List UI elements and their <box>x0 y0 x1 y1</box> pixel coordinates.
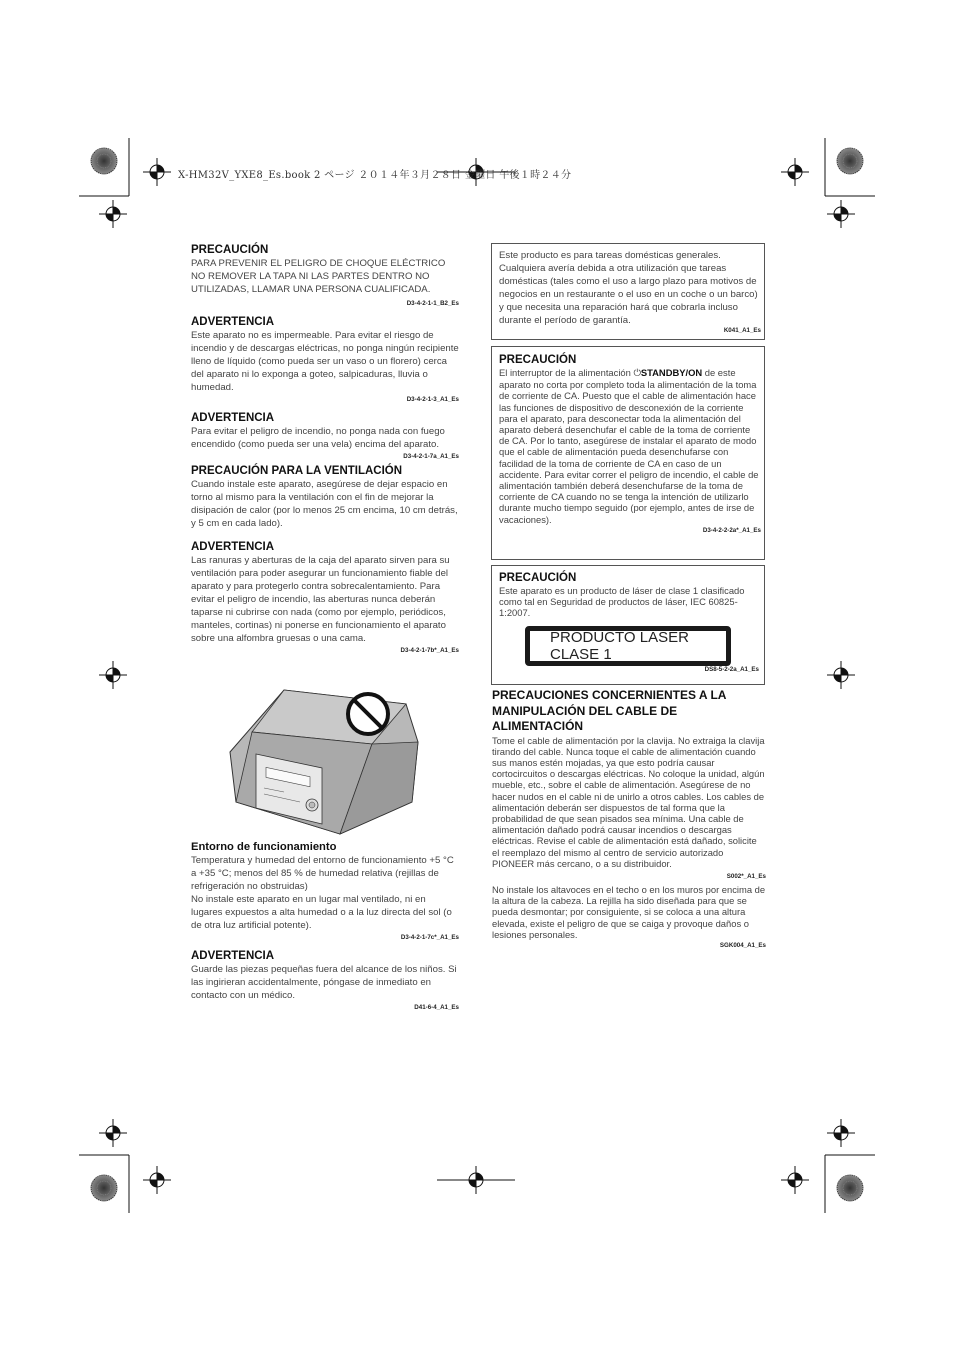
notice-title: PRECAUCIÓN <box>499 572 577 584</box>
section-body: Temperatura y humedad del entorno de funcionamiento +5 °C a +35 °C; menos del 85 % de humedad relativa (rejillas de refrigeración no obstruidas) <box>191 855 454 892</box>
section-code: D3-4-2-1-1_B2_Es <box>406 300 459 307</box>
notice-body: Este aparato es un producto de láser de clase 1 clasificado como tal en Seguridad de productos de láser, IEC 60825-1:2007. <box>499 585 745 619</box>
notice-title: PRECAUCIÓN <box>499 354 577 366</box>
section-code: D3-4-2-1-7a_A1_Es <box>403 453 459 460</box>
book-header-line: X-HM32V_YXE8_Es.book 2 ページ ２０１４年３月２８日 金曜日 午後１時２４分 <box>178 170 572 181</box>
notice-code: D3-4-2-2-2a*_A1_Es <box>702 526 761 534</box>
section-code: D41-6-4_A1_Es <box>414 1004 459 1011</box>
section-title: PRECAUCIÓN PARA LA VENTILACIÓN <box>191 465 403 477</box>
power-icon: ⏻ <box>633 368 641 379</box>
section-body: Tome el cable de alimentación por la clavija. No extraiga la clavija tirando del cable. Nunca toque el cable de alimentación cuando sus manos estén mojadas, ya que esto podría causar cortocircuitos o descargas eléctricas. No coloque la unidad, algún mueble, etc., sobre el cable de alimentación. Asegúrese de no hacer nudos en el cable ni de unirlo a otros cables. Los cables de alimentación deberán ser dispuestos de tal forma que la probabilidad de que sean pisados sea mínima. Una cable de alimentación dañado podrá causar incendios o descargas eléctricas. Revise el cable de alimentación está dañado, solicite el reemplazo del mismo al centro de servicio autorizado PIONEER más cercano, o a su distribuidor. <box>492 734 765 869</box>
section-title: PRECAUCIONES CONCERNIENTES A LA MANIPULACIÓN DEL CABLE DE ALIMENTACIÓN <box>492 688 727 733</box>
section-body: PARA PREVENIR EL PELIGRO DE CHOQUE ELÉCTRICO NO REMOVER LA TAPA NI LAS PARTES DENTRO NO UTILIZADAS, LLAMAR UNA PERSONA CUALIFICADA. <box>191 258 446 295</box>
section-body: Guarde las piezas pequeñas fuera del alcance de los niños. Si las ingirieran accidentalmente, póngase de inmediato en contacto con un médico. <box>191 964 457 1001</box>
section-code: D3-4-2-1-7b*_A1_Es <box>400 647 459 654</box>
section-code: S002*_A1_Es <box>726 872 766 880</box>
laser-class-label: PRODUCTO LASER CLASE 1 <box>525 626 731 666</box>
covered-appliance-illustration <box>222 684 430 836</box>
notice-body: El interruptor de la alimentación ⏻STANDBY/ON de este aparato no corta por completo toda la alimentación de la toma de corriente de CA. Puesto que el cable de alimentación hace las funciones de dispositivo de desconexión de la corriente para el aparato, para desconectar toda la alimentación del aparato deberá desenchufar el cable de la toma de corriente de CA. Por lo tanto, asegúrese de instalar el aparato de modo que el cable de alimentación pueda desenchufarse con facilidad de la toma de corriente de CA en caso de un accidente. Para evitar correr el peligro de incendio, el cable de alimentación también deberá desenchufarse de la toma de corriente de CA cuando no se tenga la intención de utilizarlo durante mucho tiempo seguido (por ejemplo, antes de irse de vacaciones). <box>499 367 759 525</box>
section-code: D3-4-2-1-3_A1_Es <box>406 396 459 403</box>
section-body: Este aparato no es impermeable. Para evitar el riesgo de incendio y de descargas eléctricas, no ponga ningún recipiente lleno de líquido (como pueda ser un vaso o un florero) cerca del aparato ni lo exponga a goteo, salpicaduras, lluvia o humedad. <box>191 330 459 393</box>
section-body: Cuando instale este aparato, asegúrese de dejar espacio en torno al mismo para la ventilación con el fin de mejorar la disipación de calor (por lo menos 25 cm encima, 10 cm detrás, y 5 cm en cada lado). <box>191 479 458 529</box>
notice-code: DS8-5-2-2a_A1_Es <box>704 666 759 673</box>
right-column-lower <box>492 688 766 949</box>
notice-box-standby <box>491 346 765 560</box>
section-code: D3-4-2-1-7c*_A1_Es <box>400 934 459 941</box>
notice-box-laser <box>491 565 765 685</box>
section-title: ADVERTENCIA <box>191 412 275 424</box>
section-title: ADVERTENCIA <box>191 316 275 328</box>
section-body: No instale los altavoces en el techo o en los muros por encima de la altura de la cabeza. La rejilla ha sido diseñada para que se pueda desmontar; por consiguiente, si se coloca a una altura elevada, existe el peligro de que se caiga y provoque daños o lesiones personales. <box>492 883 766 940</box>
section-body: Para evitar el peligro de incendio, no ponga nada con fuego encendido (como pueda ser una vela) encima del aparato. <box>191 426 445 450</box>
notice-body: Este producto es para tareas domésticas generales. Cualquiera avería debida a otra utilización que tareas domésticas (tales como el uso a largo plazo para motivos de negocios en un restaurante o el uso en un coche o un barco) y que necesita una reparación hará que cobrarla incluso durante el período de garantía. <box>499 250 758 326</box>
notice-box-domestic-use <box>491 243 765 340</box>
section-title: Entorno de funcionamiento <box>191 841 337 853</box>
left-column <box>191 243 459 662</box>
left-column-lower <box>191 840 459 1019</box>
section-body: No instale este aparato en un lugar mal ventilado, ni en lugares expuestos a alta humedad o a la luz directa del sol (o de otra luz artificial potente). <box>191 894 452 931</box>
section-body: Las ranuras y aberturas de la caja del aparato sirven para su ventilación para poder asegurar un funcionamiento fiable del aparato y para protegerlo contra sobrecalentamiento. Para evitar el peligro de incendio, las aberturas nunca deberán taparse ni cubrirse con nada (como por ejemplo, periódicos, manteles, cortinas) ni ponerse en funcionamiento el aparato sobre una alfombra gruesas o una cama. <box>191 555 450 644</box>
section-title: ADVERTENCIA <box>191 541 275 553</box>
section-title: PRECAUCIÓN <box>191 244 269 256</box>
section-code: SGK004_A1_Es <box>719 941 766 949</box>
notice-code: K041_A1_Es <box>723 327 761 334</box>
section-title: ADVERTENCIA <box>191 950 275 962</box>
